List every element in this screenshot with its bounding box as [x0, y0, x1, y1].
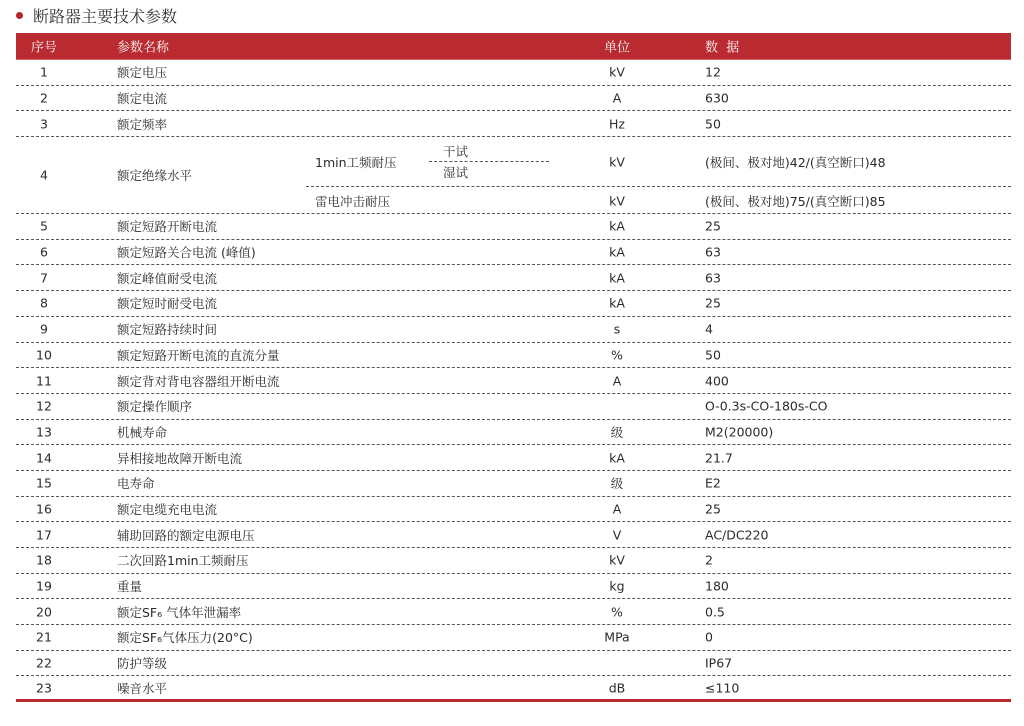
row-name: 机械寿命 — [117, 424, 168, 440]
row-value: 2 — [705, 552, 713, 568]
table-row — [16, 343, 1011, 369]
table-row — [16, 445, 1011, 471]
row-unit: 级 — [610, 476, 624, 492]
row-name: 额定SF₆ 气体年泄漏率 — [117, 604, 242, 620]
header-name: 参数名称 — [117, 40, 170, 56]
row-value: 4 — [705, 321, 713, 337]
row-value: 630 — [705, 90, 729, 106]
row-seq: 13 — [36, 424, 52, 440]
row-value: 25 — [705, 218, 721, 234]
row-seq: 9 — [40, 321, 48, 337]
sub-row — [306, 137, 1011, 187]
row-seq: 16 — [36, 501, 52, 517]
row-unit: MPa — [604, 629, 630, 645]
row-value: 21.7 — [705, 450, 733, 466]
row-unit: A — [612, 373, 622, 389]
row-seq: 2 — [40, 90, 48, 106]
row-seq: 6 — [40, 244, 48, 260]
table-row — [16, 599, 1011, 625]
table-row — [16, 86, 1011, 112]
row-unit: V — [612, 527, 622, 543]
row-unit: kV — [609, 193, 625, 209]
table-row — [16, 497, 1011, 523]
row-value: 50 — [705, 116, 721, 132]
row-seq: 22 — [36, 655, 52, 671]
row-value: 400 — [705, 373, 729, 389]
row-name: 额定电流 — [117, 91, 168, 107]
table-row — [16, 240, 1011, 266]
row-value: 25 — [705, 501, 721, 517]
row-value: ≤110 — [705, 680, 740, 696]
row-seq: 1 — [40, 64, 48, 80]
row-seq: 5 — [40, 218, 48, 234]
table-row — [16, 137, 1011, 214]
table-row — [16, 676, 1011, 702]
wet-test-label: 湿试 — [443, 165, 469, 181]
row-seq: 8 — [40, 295, 48, 311]
row-unit: kA — [609, 270, 625, 286]
table-row — [16, 651, 1011, 677]
table-row — [16, 394, 1011, 420]
row-unit: Hz — [609, 116, 625, 132]
row-name: 额定绝缘水平 — [117, 168, 193, 184]
row-unit: kV — [609, 154, 625, 170]
table-row — [16, 574, 1011, 600]
table-row — [16, 522, 1011, 548]
row-unit: dB — [608, 680, 626, 696]
sub-name: 雷电冲击耐压 — [315, 193, 391, 209]
row-unit: A — [612, 501, 622, 517]
row-seq: 10 — [36, 347, 52, 363]
row-seq: 18 — [36, 552, 52, 568]
table-row — [16, 60, 1011, 86]
row-unit: kA — [609, 218, 625, 234]
row-seq: 4 — [40, 167, 48, 183]
row-name: 额定短路开断电流 — [117, 219, 218, 235]
row-value: (极间、极对地)42/(真空断口)48 — [705, 154, 886, 170]
dry-test-label: 干试 — [443, 144, 469, 160]
row-unit: 级 — [610, 424, 624, 440]
row-seq: 3 — [40, 116, 48, 132]
row-value: (极间、极对地)75/(真空断口)85 — [705, 193, 886, 209]
row-name: 异相接地故障开断电流 — [117, 450, 243, 466]
row-seq: 17 — [36, 527, 52, 543]
sub-row — [306, 187, 1011, 214]
row-value: 63 — [705, 270, 721, 286]
row-unit: kA — [609, 295, 625, 311]
row-seq: 20 — [36, 604, 52, 620]
table-row — [16, 214, 1011, 240]
row-name: 额定SF₆气体压力(20°C) — [117, 630, 253, 646]
row-name: 额定短路关合电流 (峰值) — [117, 245, 256, 261]
row-seq: 21 — [36, 629, 52, 645]
row-seq: 12 — [36, 398, 52, 414]
table-row — [16, 625, 1011, 651]
row-value: O-0.3s-CO-180s-CO — [705, 398, 828, 414]
row-name: 额定背对背电容器组开断电流 — [117, 373, 280, 389]
row-unit: kg — [609, 578, 625, 594]
row-value: M2(20000) — [705, 424, 774, 440]
row-unit: A — [612, 90, 622, 106]
table-row — [16, 471, 1011, 497]
header-unit: 单位 — [603, 40, 630, 56]
row-unit: % — [611, 604, 623, 620]
table-header — [16, 33, 1011, 60]
row-value: 0 — [705, 629, 713, 645]
row-unit: kV — [609, 64, 625, 80]
table-row — [16, 111, 1011, 137]
row-unit: s — [613, 321, 621, 337]
divider — [429, 161, 549, 162]
row-seq: 19 — [36, 578, 52, 594]
row-seq: 23 — [36, 680, 52, 696]
table-row — [16, 548, 1011, 574]
row-name: 二次回路1min工频耐压 — [117, 553, 249, 569]
row-unit: kV — [609, 552, 625, 568]
row-name: 额定短时耐受电流 — [117, 296, 218, 312]
row-name: 额定峰值耐受电流 — [117, 270, 218, 286]
row-name: 额定电缆充电电流 — [117, 501, 218, 517]
row-unit: kA — [609, 244, 625, 260]
row-unit: kA — [609, 450, 625, 466]
row-value: AC/DC220 — [705, 527, 769, 543]
table-row — [16, 317, 1011, 343]
row-seq: 15 — [36, 475, 52, 491]
row-seq: 14 — [36, 450, 52, 466]
row-value: 180 — [705, 578, 729, 594]
row-name: 额定操作顺序 — [117, 399, 193, 415]
section-title — [16, 4, 177, 26]
row-unit: % — [611, 347, 623, 363]
row-name: 防护等级 — [117, 656, 168, 672]
header-seq: 序号 — [30, 40, 57, 56]
sub-name: 1min工频耐压 — [315, 154, 397, 170]
table-row — [16, 420, 1011, 446]
table-row — [16, 291, 1011, 317]
row-name: 额定短路持续时间 — [117, 322, 218, 338]
row-value: IP67 — [705, 655, 733, 671]
row-value: 63 — [705, 244, 721, 260]
row-value: 12 — [705, 64, 721, 80]
row-value: 0.5 — [705, 604, 725, 620]
row-seq: 11 — [36, 373, 52, 389]
row-name: 重量 — [117, 579, 143, 595]
row-name: 额定频率 — [117, 116, 168, 132]
row-name: 噪音水平 — [117, 680, 168, 696]
row-name: 辅助回路的额定电源电压 — [117, 527, 255, 543]
row-name: 电寿命 — [117, 476, 155, 492]
table-row — [16, 368, 1011, 394]
bullet-icon — [16, 12, 23, 19]
spec-table — [16, 33, 1011, 702]
section-title-text: 断路器主要技术参数 — [33, 6, 178, 26]
header-data: 数 据 — [705, 40, 740, 56]
row-value: E2 — [705, 475, 721, 491]
row-value: 25 — [705, 295, 721, 311]
table-row — [16, 265, 1011, 291]
row-value: 50 — [705, 347, 721, 363]
row-name: 额定短路开断电流的直流分量 — [117, 347, 280, 363]
row-name: 额定电压 — [117, 65, 168, 81]
row-seq: 7 — [40, 270, 48, 286]
